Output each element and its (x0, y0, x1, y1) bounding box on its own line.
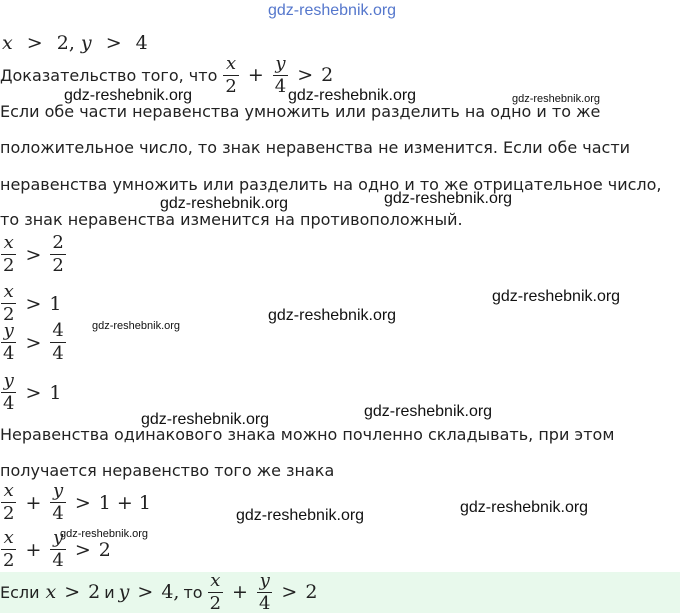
gt-sign: > (105, 32, 122, 54)
var-x: x (45, 581, 57, 603)
fraction-y-4 (1, 322, 16, 363)
var-x: x (2, 32, 13, 54)
fraction-4-4 (50, 322, 65, 363)
plus-sign: + (25, 491, 42, 514)
rhs: 1 (49, 381, 62, 404)
watermark: gdz-reshebnik.org (268, 307, 397, 324)
numerator: x (3, 232, 14, 253)
fraction-x-2 (1, 283, 16, 324)
answer-and: и (104, 582, 115, 602)
numerator: x (226, 52, 237, 74)
rhs: 2 (98, 538, 111, 561)
rhs: 1 + 1 (98, 491, 151, 514)
gt-sign: > (25, 243, 42, 266)
denominator: 4 (52, 343, 64, 364)
numerator: x (3, 527, 14, 548)
step-3 (0, 322, 67, 363)
rhs: 2 (305, 581, 318, 603)
numerator: y (3, 370, 14, 391)
denominator: 4 (52, 503, 64, 524)
watermark: gdz-reshebnik.org (460, 499, 589, 516)
statement-prefix: Доказательство того, что (0, 65, 218, 85)
para1-line3: неравенства умножить или разделить на одно и то же отрицательное число, (0, 175, 662, 194)
watermark: gdz-reshebnik.org (492, 288, 621, 305)
value-four: 4 (135, 32, 148, 54)
para1-line4: то знак неравенства изменится на противоположный. (0, 210, 463, 229)
watermark: gdz-reshebnik.org (364, 403, 493, 420)
denominator: 2 (3, 304, 15, 325)
fraction-x-2 (1, 529, 16, 570)
fraction-y-4 (1, 372, 16, 413)
watermark: gdz-reshebnik.org (141, 411, 270, 428)
gt-sign: > (25, 381, 42, 404)
gt-sign: > (74, 491, 91, 514)
para1-line1: Если обе части неравенства умножить или разделить на одно и то же (0, 102, 601, 121)
numerator: x (3, 480, 14, 501)
numerator: 4 (52, 320, 64, 341)
watermark: gdz-reshebnik.org (92, 320, 181, 332)
rhs: 2 (321, 64, 334, 86)
value-two: 2 (88, 581, 101, 603)
header-watermark: gdz-reshebnik.org (268, 2, 397, 19)
step-1 (0, 234, 67, 275)
answer-if: Если (0, 582, 40, 602)
gt-sign: > (64, 581, 81, 603)
para2-line2: получается неравенство того же знака (0, 461, 335, 480)
denominator: 2 (209, 592, 222, 614)
gt-sign: > (297, 64, 314, 86)
fraction-y-4 (273, 52, 288, 97)
numerator: y (259, 569, 270, 591)
plus-sign: + (232, 581, 248, 603)
rhs: 1 (49, 292, 62, 315)
denominator: 2 (3, 255, 15, 276)
gt-sign: > (137, 581, 154, 603)
plus-sign: + (247, 64, 264, 86)
var-y: y (118, 581, 130, 603)
watermark: gdz-reshebnik.org (512, 93, 601, 105)
plus-sign: + (25, 538, 42, 561)
watermark: gdz-reshebnik.org (384, 190, 513, 207)
gt-sign: > (26, 32, 43, 54)
fraction-y-4 (257, 569, 272, 614)
denominator: 2 (3, 503, 15, 524)
watermark: gdz-reshebnik.org (60, 528, 149, 540)
numerator: 2 (52, 232, 64, 253)
answer-then: то (183, 582, 203, 602)
fraction-x-2 (1, 234, 16, 275)
value-two: 2, (56, 32, 75, 54)
denominator: 4 (3, 343, 15, 364)
var-y: y (80, 32, 92, 54)
gt-sign: > (281, 581, 298, 603)
fraction-y-4 (50, 482, 65, 523)
fraction-2-2 (50, 234, 65, 275)
fraction-x-2 (1, 482, 16, 523)
fraction-x-2 (208, 569, 223, 614)
value-four: 4, (161, 581, 180, 603)
watermark: gdz-reshebnik.org (288, 87, 417, 104)
para1-line2: положительное число, то знак неравенства не изменится. Если обе части (0, 138, 631, 157)
watermark: gdz-reshebnik.org (64, 87, 193, 104)
numerator: x (210, 569, 221, 591)
denominator: 4 (274, 75, 287, 97)
fraction-x-2 (223, 52, 238, 97)
gt-sign: > (74, 538, 91, 561)
watermark: gdz-reshebnik.org (236, 507, 365, 524)
denominator: 4 (52, 550, 64, 571)
para2-line1: Неравенства одинакового знака можно почленно складывать, при этом (0, 425, 615, 444)
denominator: 2 (52, 255, 64, 276)
gt-sign: > (25, 331, 42, 354)
watermark: gdz-reshebnik.org (160, 195, 289, 212)
numerator: x (3, 281, 14, 302)
sum-line-1 (0, 482, 151, 523)
given-line (2, 32, 148, 54)
denominator: 2 (225, 75, 237, 97)
numerator: y (53, 480, 64, 501)
numerator: y (275, 52, 286, 74)
answer-line (0, 570, 317, 614)
denominator: 2 (3, 550, 15, 571)
numerator: y (53, 527, 64, 548)
denominator: 4 (3, 393, 15, 414)
gt-sign: > (25, 292, 42, 315)
step-4 (0, 372, 61, 413)
numerator: y (3, 320, 14, 341)
step-2 (0, 283, 61, 324)
denominator: 4 (258, 592, 271, 614)
